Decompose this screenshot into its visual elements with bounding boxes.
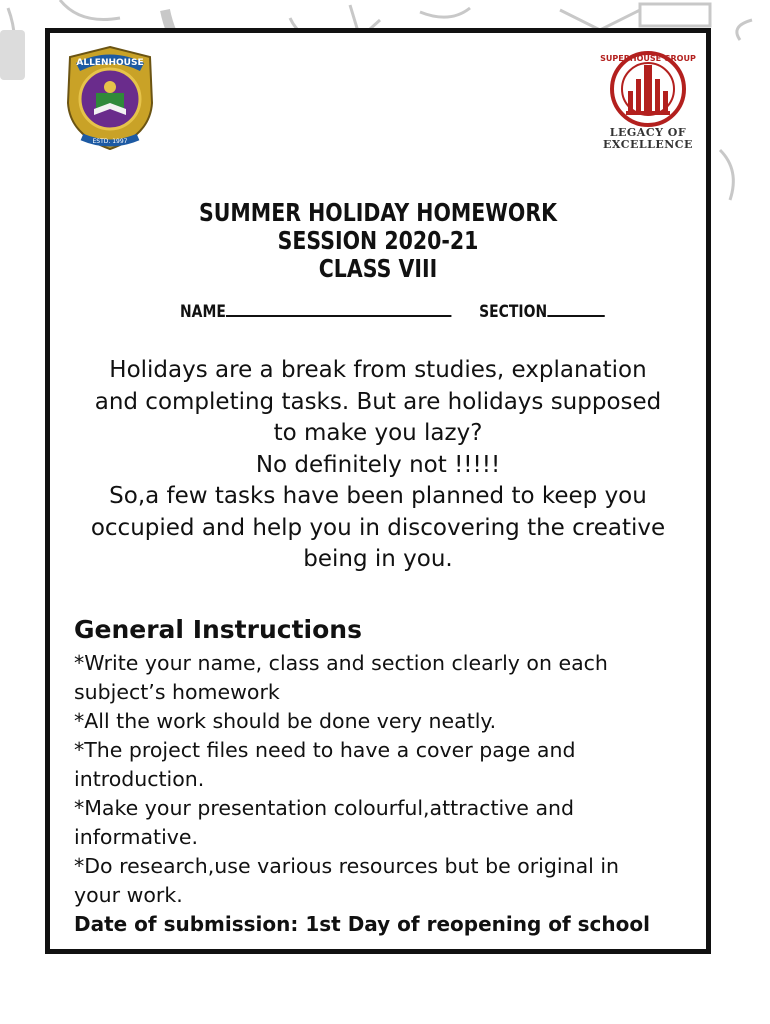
- legacy-line-2: EXCELLENCE: [603, 138, 693, 151]
- instruction-item: [74, 794, 684, 852]
- instruction-item: [74, 707, 684, 736]
- emblem-ring-text: SUPERHOUSE GROUP: [600, 54, 696, 63]
- instruction-line: introduction.: [74, 767, 205, 791]
- legacy-line-1: LEGACY OF: [609, 126, 687, 139]
- instruction-item: [74, 852, 684, 910]
- section-label: SECTION: [479, 302, 548, 322]
- instruction-item: [74, 649, 684, 707]
- document-header: [109, 199, 647, 283]
- crest-bottom-text: ESTD. 1997: [92, 138, 128, 145]
- submission-date: Date of submission: 1st Day of reopening of school: [74, 912, 650, 936]
- class-label: CLASS VIII: [318, 254, 438, 283]
- intro-line: occupied and help you in discovering the creative: [90, 514, 666, 541]
- allenhouse-crest-logo: [60, 43, 160, 153]
- crest-top-text: ALLENHOUSE: [76, 58, 144, 68]
- instruction-line: *Write your name, class and section clearly on each: [74, 651, 608, 675]
- legacy-tagline: [598, 127, 698, 151]
- instruction-line: *Do research,use various resources but be original in: [74, 854, 620, 878]
- intro-line: No definitely not !!!!!: [255, 451, 501, 478]
- intro-line: being in you.: [303, 546, 453, 572]
- instructions-heading: General Instructions: [74, 615, 362, 644]
- name-blank-line[interactable]: [226, 301, 451, 317]
- intro-paragraph: [70, 355, 686, 576]
- instruction-line: *Make your presentation colourful,attractive and: [74, 796, 575, 820]
- instruction-item: [74, 736, 684, 794]
- superhouse-emblem-logo: [600, 47, 696, 127]
- intro-line: to make you lazy?: [273, 420, 483, 446]
- instruction-line: your work.: [74, 883, 183, 907]
- instruction-line: *The project files need to have a cover page and: [74, 738, 576, 762]
- instruction-line: subject’s homework: [74, 680, 280, 704]
- homework-sheet: [45, 28, 711, 954]
- intro-line: and completing tasks. But are holidays supposed: [94, 388, 662, 415]
- instruction-line: informative.: [74, 825, 199, 849]
- instructions-list: [74, 649, 684, 939]
- instruction-line: *All the work should be done very neatly.: [74, 709, 497, 733]
- intro-line: Holidays are a break from studies, explanation: [109, 357, 647, 383]
- student-fields: [180, 301, 605, 322]
- section-blank-line[interactable]: [547, 301, 604, 317]
- intro-line: So,a few tasks have been planned to keep you: [109, 483, 647, 509]
- session-label: SESSION 2020-21: [277, 226, 479, 255]
- document-title: SUMMER HOLIDAY HOMEWORK: [198, 198, 558, 227]
- name-label: NAME: [180, 302, 226, 322]
